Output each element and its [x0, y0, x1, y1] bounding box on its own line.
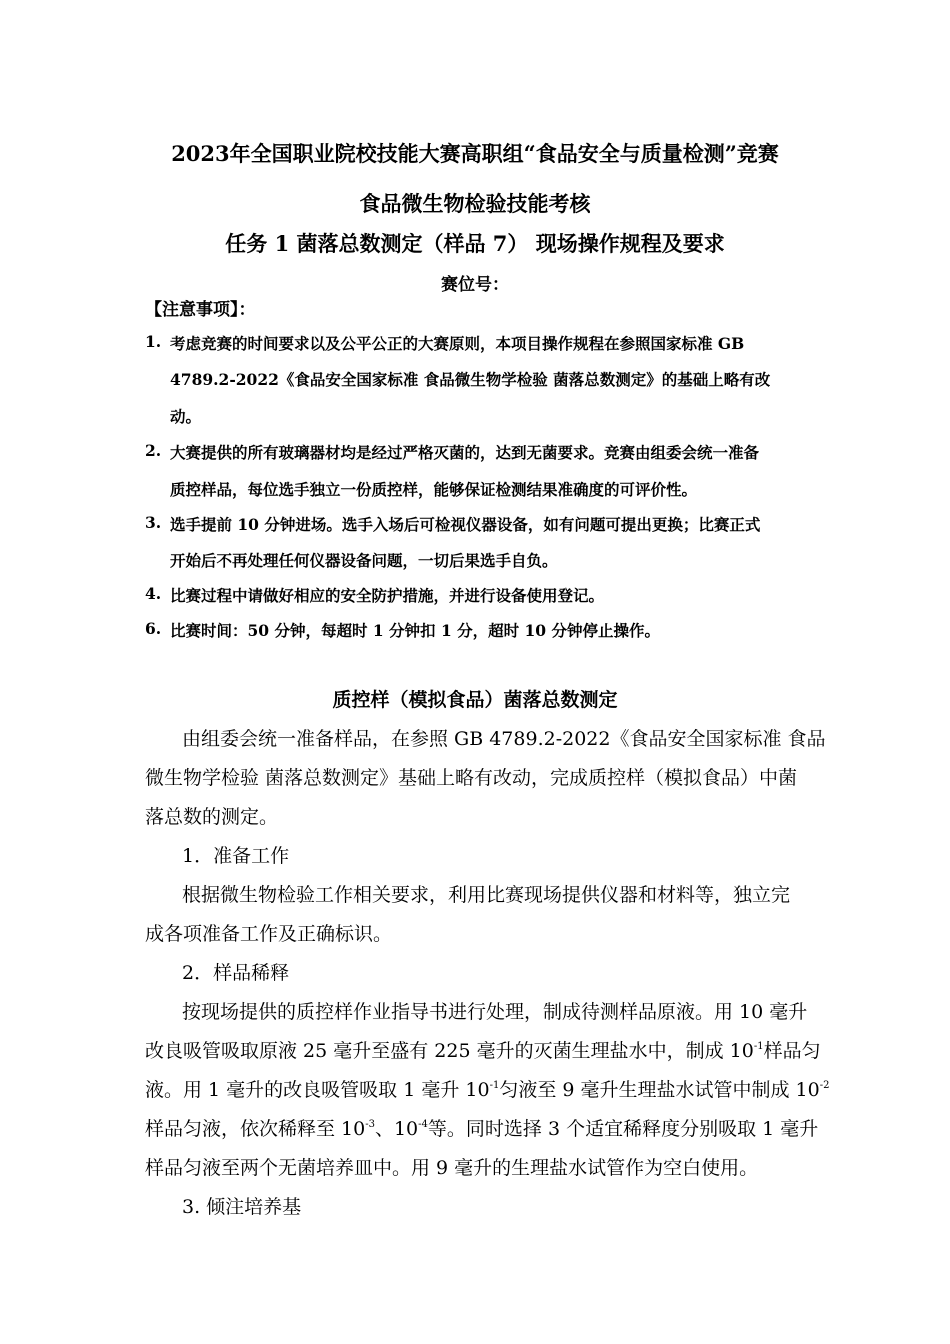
note-text: 大赛提供的所有玻璃器材均是经过严格灭菌的，达到无菌要求。竞赛由组委会统一准备: [170, 443, 760, 462]
note-text: 考虑竞赛的时间要求以及公平公正的大赛原则，本项目操作规程在参照国家标准 GB: [170, 334, 745, 353]
note-number: 3.: [145, 513, 162, 532]
step2-text-line: 样品匀液，依次稀释至 $10^{-3}$、$10^{-4}$等。同时选择 3 个适宜稀释度分别吸取 1 毫升: [145, 1118, 819, 1140]
note-number: 4.: [145, 584, 162, 603]
document-subtitle: 食品微生物检验技能考核: [359, 191, 591, 216]
notes-heading: 【注意事项】：: [145, 300, 256, 320]
step2-text-line: 改良吸管吸取原液 25 毫升至盛有 225 毫升的灭菌生理盐水中，制成 $10^{-1}$样品匀: [145, 1040, 821, 1062]
intro-paragraph-line: 微生物学检验 菌落总数测定》基础上略有改动，完成质控样（模拟食品）中菌: [145, 767, 798, 789]
step3-title: 3. 倾注培养基: [182, 1196, 302, 1218]
step1-title: 1．准备工作: [182, 845, 290, 867]
step1-text-line: 成各项准备工作及正确标识。: [145, 923, 393, 945]
note-text: 4789.2-2022《食品安全国家标准 食品微生物学检验 菌落总数测定》的基础上略有改: [170, 370, 771, 389]
note-text: 比赛时间：50 分钟，每超时 1 分钟扣 1 分，超时 10 分钟停止操作。: [170, 621, 660, 640]
note-number: 1.: [145, 332, 162, 351]
intro-paragraph-line: 落总数的测定。: [145, 806, 279, 828]
note-text: 质控样品，每位选手独立一份质控样，能够保证检测结果准确度的可评价性。: [170, 480, 698, 499]
note-text: 动。: [170, 407, 202, 426]
section-heading: 质控样（模拟食品）菌落总数测定: [332, 689, 618, 711]
step2-text-line: 液。用 1 毫升的改良吸管吸取 1 毫升 $10^{-1}$匀液至 9 毫升生理盐水试管中制成 $10^{-2}$: [145, 1079, 830, 1101]
step1-text-line: 根据微生物检验工作相关要求，利用比赛现场提供仪器和材料等，独立完: [182, 884, 791, 906]
note-number: 6.: [145, 619, 162, 638]
document-title: 2023年全国职业院校技能大赛高职组“食品安全与质量检测”竞赛: [171, 141, 779, 166]
note-text: 选手提前 10 分钟进场。选手入场后可检视仪器设备，如有问题可提出更换；比赛正式: [170, 515, 761, 534]
intro-paragraph-line: 由组委会统一准备样品，在参照 GB 4789.2-2022《食品安全国家标准 食品: [182, 728, 826, 750]
step2-text-line: 样品匀液至两个无菌培养皿中。用 9 毫升的生理盐水试管作为空白使用。: [145, 1157, 759, 1179]
note-text: 开始后不再处理任何仪器设备问题，一切后果选手自负。: [170, 551, 558, 570]
step2-title: 2．样品稀释: [182, 962, 290, 984]
note-text: 比赛过程中请做好相应的安全防护措施，并进行设备使用登记。: [170, 586, 605, 605]
note-number: 2.: [145, 441, 162, 460]
step2-text-line: 按现场提供的质控样作业指导书进行处理，制成待测样品原液。用 10 毫升: [182, 1001, 808, 1023]
task-title: 任务 1 菌落总数测定（样品 7） 现场操作规程及要求: [225, 231, 725, 256]
seat-number-label: 赛位号：: [441, 275, 509, 295]
